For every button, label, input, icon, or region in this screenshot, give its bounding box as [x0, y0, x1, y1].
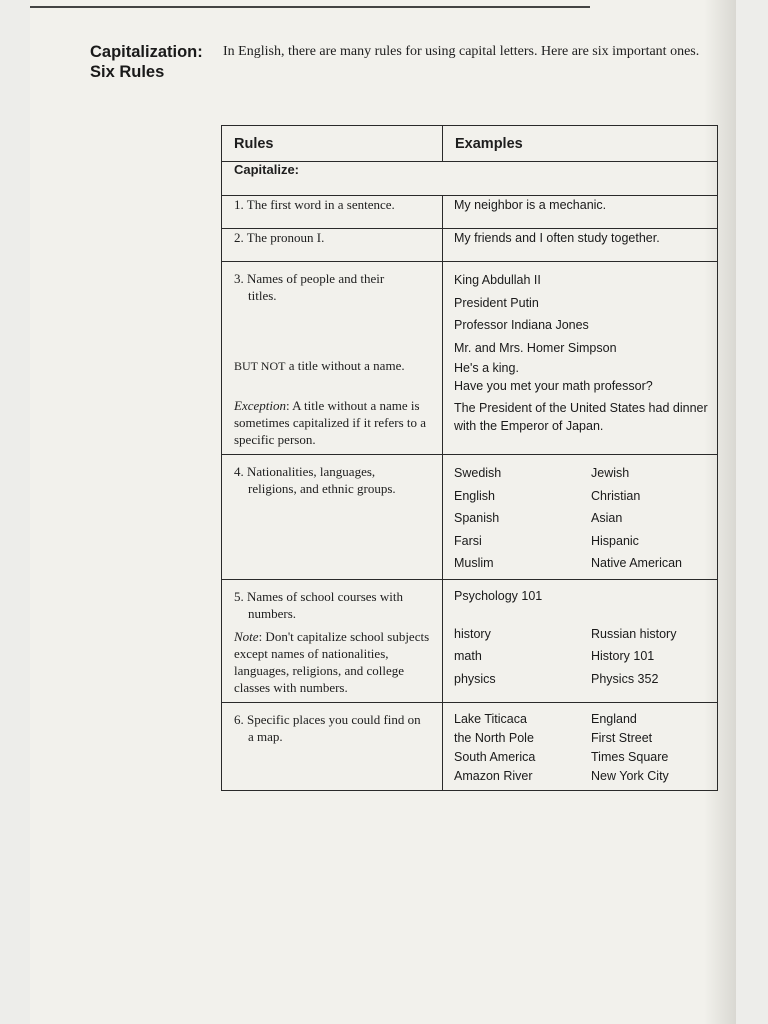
nationality-item: Native American: [591, 556, 683, 570]
capitalization-rules-table: [221, 125, 718, 791]
header-rules: Rules: [222, 126, 443, 162]
course-item: history: [454, 626, 491, 641]
rule-5-line-2: numbers.: [248, 605, 297, 621]
textbook-page: [30, 0, 736, 1024]
course-item: Russian history: [591, 626, 677, 641]
nationality-item: Muslim: [454, 556, 494, 570]
table-row: [222, 579, 718, 702]
course-item: History 101: [591, 649, 655, 663]
capitalize-row: [222, 162, 718, 196]
rule-3-line-1: 3. Names of people and their: [234, 271, 385, 286]
rule-5-line-1: 5. Names of school courses with: [234, 588, 403, 604]
heading-line-1: Capitalization:: [90, 43, 203, 61]
but-not-text: a title without a name.: [285, 358, 405, 373]
example-3-item: Mr. and Mrs. Homer Simpson: [454, 340, 617, 355]
rule-1: 1. The first word in a sentence.: [222, 196, 443, 229]
rule-5: [222, 579, 443, 702]
place-item: the North Pole: [454, 730, 534, 745]
rule-6: [222, 702, 443, 790]
example-3-item: Professor Indiana Jones: [454, 318, 589, 332]
but-not-example: He's a king.: [454, 361, 519, 375]
example-3-item: King Abdullah II: [454, 273, 541, 287]
place-item: South America: [454, 749, 536, 764]
rule-4: [222, 455, 443, 580]
place-item: Amazon River: [454, 768, 533, 783]
exception-text: : A title without a name is sometimes capitalized if it refers to a specific person.: [234, 398, 427, 447]
nationality-item: Farsi: [454, 533, 482, 548]
intro-text: In English, there are many rules for using capital letters. Here are six important ones.: [223, 44, 700, 59]
place-item: Times Square: [591, 749, 669, 764]
nationality-item: Swedish: [454, 466, 502, 480]
header-examples: Examples: [443, 126, 718, 162]
rule-4-line-2: religions, and ethnic groups.: [248, 481, 396, 496]
table-row: [222, 229, 718, 262]
example-3-item: President Putin: [454, 295, 539, 310]
rule-3-exception: [234, 397, 432, 448]
rule-4-line-1: 4. Nationalities, languages,: [234, 464, 376, 479]
rule-6-line-2: a map.: [248, 728, 283, 744]
nationality-item: Hispanic: [591, 533, 639, 548]
nationality-item: Asian: [591, 511, 623, 525]
nationality-item: Jewish: [591, 466, 630, 480]
table-row: [222, 702, 718, 790]
course-item: physics: [454, 671, 496, 686]
table-row: [222, 196, 718, 229]
place-item: England: [591, 711, 637, 726]
course-item: Physics 352: [591, 671, 659, 686]
example-1: My neighbor is a mechanic.: [443, 196, 718, 229]
rule-3-but-not: [234, 357, 432, 375]
rule-3-line-2: titles.: [248, 288, 277, 303]
example-5: [443, 579, 718, 702]
but-not-example: Have you met your math professor?: [454, 379, 653, 393]
section-heading: [90, 42, 220, 82]
nationality-item: Spanish: [454, 511, 500, 525]
place-item: First Street: [591, 730, 653, 745]
top-rule: [30, 6, 590, 8]
but-not-label: BUT NOT: [234, 359, 286, 373]
rule-6-line-1: 6. Specific places you could find on: [234, 711, 421, 727]
example-3: [443, 262, 718, 455]
capitalize-label: Capitalize:: [222, 162, 718, 196]
example-2: My friends and I often study together.: [443, 229, 718, 262]
note-text: : Don't capitalize school subjects except names of nationalities, languages, religions, and college classes with numbers.: [234, 628, 430, 695]
table-row: [222, 455, 718, 580]
place-item: New York City: [591, 768, 669, 783]
example-4: [443, 455, 718, 580]
exception-label: Exception: [234, 398, 286, 413]
rule-2: 2. The pronoun I.: [222, 229, 443, 262]
table-row: [222, 262, 718, 455]
nationality-item: Christian: [591, 488, 641, 503]
table-header-row: [222, 126, 718, 162]
rule-5-note: [234, 628, 432, 696]
course-item: math: [454, 649, 482, 663]
place-item: Lake Titicaca: [454, 711, 527, 726]
heading-line-2: Six Rules: [90, 63, 165, 81]
example-6: [443, 702, 718, 790]
note-label: Note: [234, 628, 259, 644]
exception-example: The President of the United States had dinner with the Emperor of Japan.: [454, 401, 708, 433]
nationality-item: English: [454, 488, 495, 503]
course-example: Psychology 101: [454, 588, 543, 603]
rule-3: [222, 262, 443, 455]
